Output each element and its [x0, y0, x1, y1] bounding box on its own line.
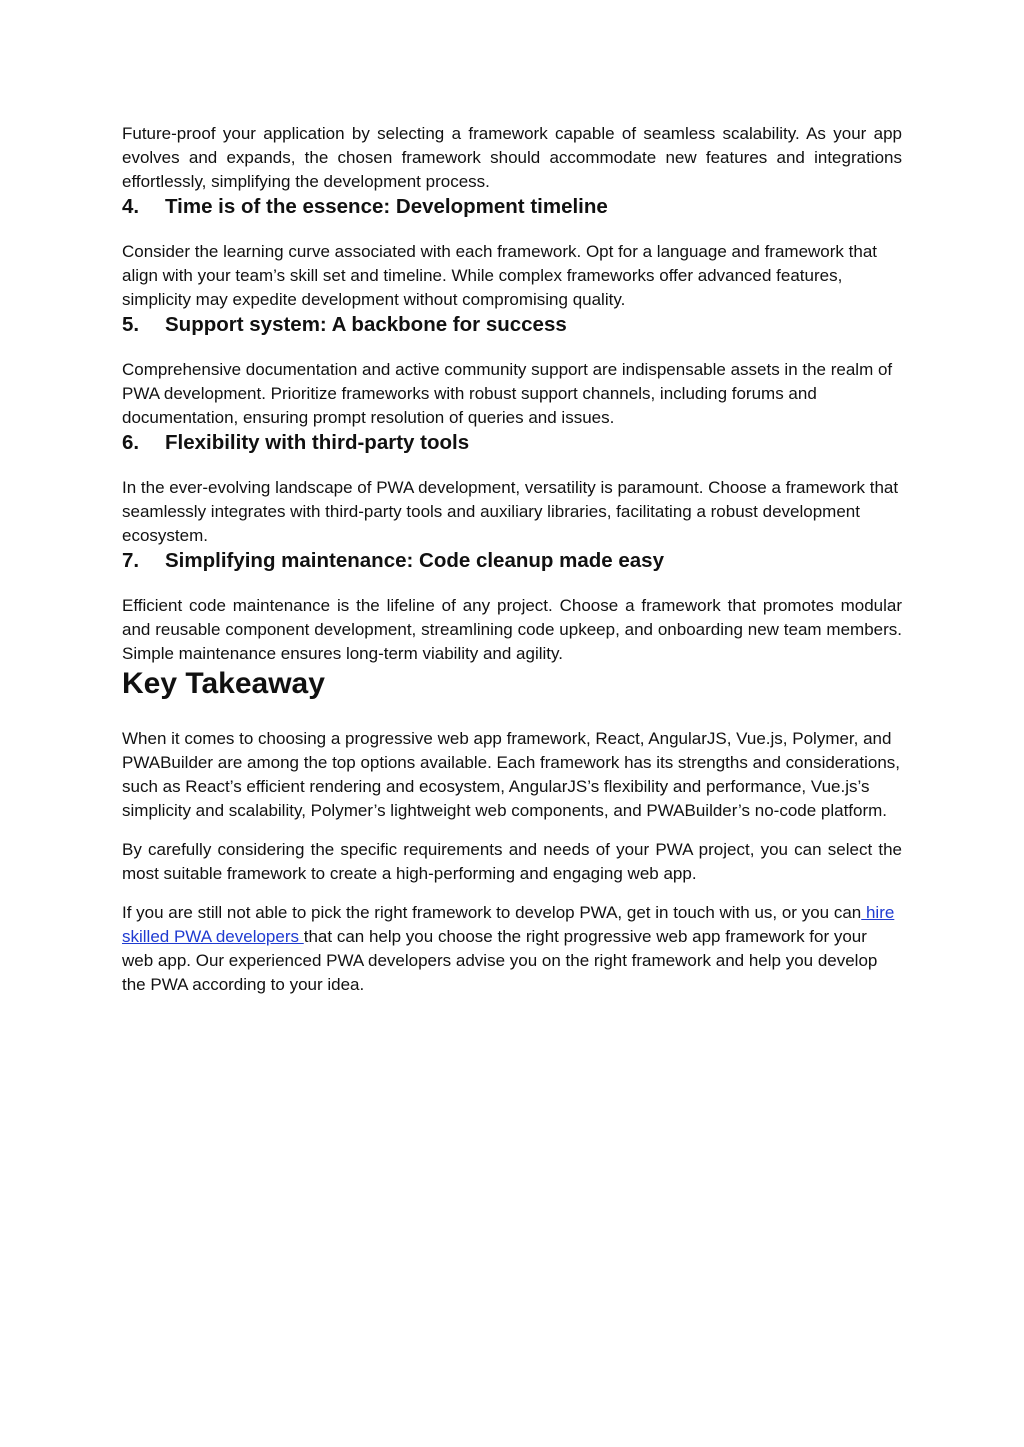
document-page: [122, 122, 902, 997]
paragraph-text-after-link: that can help you choose the right progressive web app framework for your web app. Our experienced PWA developers advise you on the right framework and help you develop the PWA according to your idea.: [122, 927, 878, 994]
section-heading-5: [122, 312, 902, 338]
section-title: Time is of the essence: Development timeline: [165, 195, 608, 218]
section-body-4: Consider the learning curve associated with each framework. Opt for a language and framework that align with your team’s skill set and timeline. While complex frameworks offer advanced features, simplicity may expedite development without compromising quality.: [122, 242, 878, 309]
key-takeaway-paragraph-2: By carefully considering the specific requirements and needs of your PWA project, you can select the most suitable framework to create a high-performing and engaging web app.: [122, 840, 902, 883]
section-heading-6: [122, 430, 902, 456]
hire-pwa-developers-link[interactable]: hire skilled PWA developers: [122, 903, 895, 946]
section-body-7: Efficient code maintenance is the lifeline of any project. Choose a framework that promotes modular and reusable component development, streamlining code upkeep, and onboarding new team members. Simple maintenance ensures long-term viability and agility.: [122, 596, 902, 663]
section-number: 7.: [122, 549, 140, 572]
section-title: Flexibility with third-party tools: [165, 431, 470, 454]
paragraph-text-before-link: If you are still not able to pick the right framework to develop PWA, get in touch with us, or you can: [122, 903, 862, 922]
section-heading-4: [122, 194, 902, 220]
section-body-6: In the ever-evolving landscape of PWA development, versatility is paramount. Choose a framework that seamlessly integrates with third-party tools and auxiliary libraries, facilitating a robust development ecosystem.: [122, 478, 899, 545]
key-takeaway-heading: Key Takeaway: [122, 667, 325, 700]
section-body-5: Comprehensive documentation and active community support are indispensable assets in the realm of PWA development. Prioritize frameworks with robust support channels, including forums and documentation, ensuring prompt resolution of queries and issues.: [122, 360, 893, 427]
section-number: 4.: [122, 195, 140, 218]
intro-paragraph: Future-proof your application by selecting a framework capable of seamless scalability. As your app evolves and expands, the chosen framework should accommodate new features and integrations effortlessly, simplifying the development process.: [122, 124, 902, 191]
section-title: Support system: A backbone for success: [165, 313, 567, 336]
section-number: 5.: [122, 313, 140, 336]
section-title: Simplifying maintenance: Code cleanup made easy: [165, 549, 664, 572]
section-heading-7: [122, 548, 902, 574]
section-number: 6.: [122, 431, 140, 454]
key-takeaway-paragraph-3: [122, 901, 902, 997]
key-takeaway-paragraph-1: When it comes to choosing a progressive web app framework, React, AngularJS, Vue.js, Polymer, and PWABuilder are among the top options available. Each framework has its strengths and considerations, such as React’s efficient rendering and ecosystem, AngularJS’s flexibility and performance, Vue.js’s simplicity and scalability, Polymer’s lightweight web components, and PWABuilder’s no-code platform.: [122, 729, 901, 820]
